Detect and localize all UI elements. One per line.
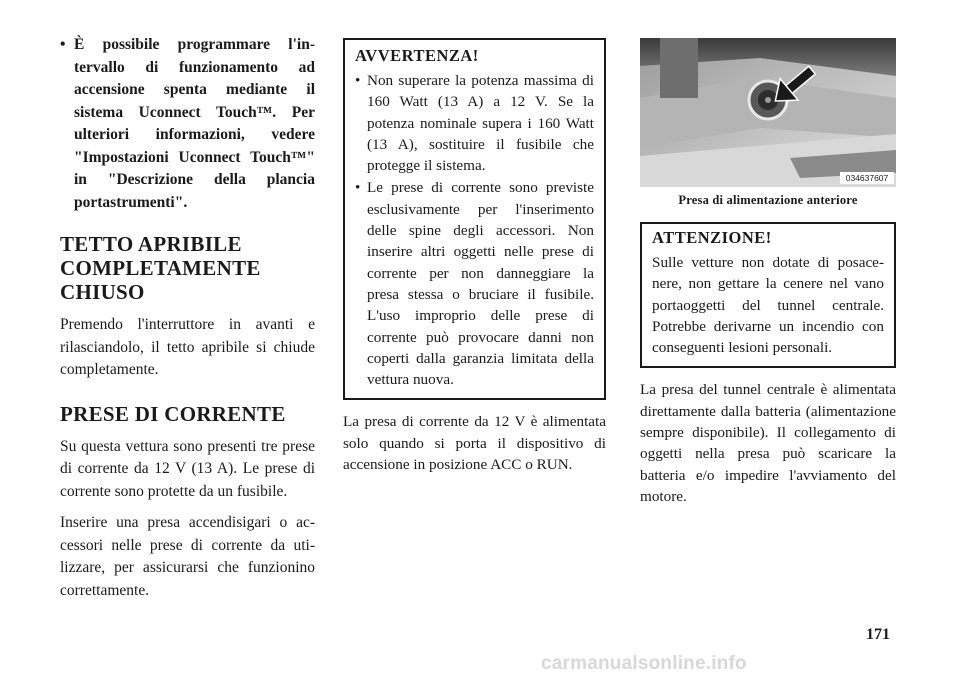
sunroof-heading-line2: COMPLETAMENTE — [60, 256, 261, 280]
warning-item-2: • Le prese di corrente sono previste esclusivamente per l'inserimento delle spine degli accessori. Non inserire altri oggetti nelle prese di corrente per non danneggiare la presa stessa o bruciare il fusibile. L'uso improprio delle prese di corrente può provocare danni non coperti dalla garanzia limitata della vettura nuova. — [355, 177, 594, 390]
sunroof-heading — [60, 232, 315, 304]
warning-item-1: • Non superare la potenza massima di 160 Watt (13 A) a 12 V. Se la potenza nominale supera i 160 Watt (13 A), sostituire il fusibile che protegge il sistema. — [355, 70, 594, 176]
watermark: carmanualsonline.info — [541, 653, 747, 674]
front-power-outlet-illustration — [640, 38, 896, 187]
caution-title: ATTENZIONE! — [652, 228, 772, 247]
power-outlets-heading: PRESE DI CORRENTE — [60, 401, 286, 426]
photo-caption: Presa di alimentazione anteriore — [678, 193, 858, 207]
right-column — [640, 38, 896, 516]
warning-title: AVVERTENZA! — [355, 46, 479, 65]
sunroof-heading-line1: TETTO APRIBILE — [60, 232, 242, 256]
front-power-outlet-photo — [640, 38, 896, 187]
page-number: 171 — [866, 626, 890, 643]
sunroof-paragraph: Premendo l'interruttore in avanti e rilasciandolo, il tetto apribile si chiude completamente. — [60, 316, 315, 378]
power-outlets-paragraph-1: Su questa vettura sono presenti tre prese di corrente da 12 V (13 A). Le prese di corrente sono protette da un fusibile. — [60, 437, 315, 500]
caution-box — [640, 222, 896, 368]
left-column — [60, 34, 315, 611]
middle-column — [343, 38, 606, 484]
sunroof-heading-line3: CHIUSO — [60, 280, 145, 304]
center-tunnel-outlet-paragraph: La presa del tunnel centrale è alimentata direttamente dalla batteria (alimentazione sempre disponibile). Il collegamento di oggetti nella presa può scaricare la batteria e/o impedire l'avviamento del motore. — [640, 381, 896, 505]
caution-text: Sulle vetture non dotate di posacenere, non gettare la cenere nel vano portaoggetti del tunnel centrale. Potrebbe derivarne un incendio con conseguenti lesioni personali. — [652, 254, 884, 357]
bullet-uconnect-note: • È possibile programmare l'intervallo di funzionamento ad accensione spenta mediante il sistema Uconnect Touch™. Per ulteriori informazioni, vedere "Impostazioni Uconnect Touch™" in "Descrizione della plancia portastrumenti". — [60, 34, 315, 214]
power-outlets-paragraph-2: Inserire una presa accendisigari o accessori nelle prese di corrente da utilizzare, per assicurarsi che funzionino correttamente. — [60, 514, 315, 599]
image-code-label: 034637607 — [845, 173, 889, 183]
warning-box — [343, 38, 606, 400]
ignition-outlet-paragraph: La presa di corrente da 12 V è alimentata solo quando si porta il dispositivo di accensione in posizione ACC o RUN. — [343, 413, 606, 474]
